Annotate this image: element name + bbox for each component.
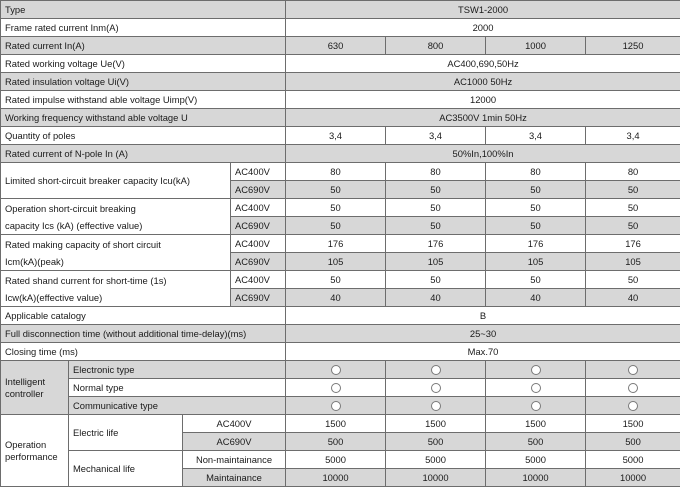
table-row [1, 145, 680, 163]
voltage-label: AC690V [183, 433, 286, 451]
electric-life-cell: 500 [386, 433, 486, 451]
electric-life-cell: 500 [586, 433, 680, 451]
electric-life-cell: 1500 [486, 415, 586, 433]
icm-label [1, 235, 231, 271]
voltage-label: AC400V [183, 415, 286, 433]
controller-cell [286, 379, 386, 397]
circle-icon [531, 401, 541, 411]
mechanical-life-cell: 10000 [386, 469, 486, 487]
icw-cell: 40 [586, 289, 680, 307]
rated-current-cell: 800 [386, 37, 486, 55]
mechanical-life-cell: 10000 [586, 469, 680, 487]
circle-icon [331, 383, 341, 393]
voltage-label: AC690V [231, 181, 286, 199]
icu-cell: 50 [486, 181, 586, 199]
table-row [1, 199, 680, 217]
table-row [1, 343, 680, 361]
closing-value: Max.70 [286, 343, 680, 361]
poles-cell: 3,4 [386, 127, 486, 145]
ics-label-line1: Operation short-circuit breaking [5, 202, 136, 214]
icw-label-line2: Icw(kA)(effective value) [5, 291, 103, 303]
circle-icon [331, 401, 341, 411]
controller-cell [586, 361, 680, 379]
controller-cell [286, 361, 386, 379]
icu-cell: 50 [586, 181, 680, 199]
table-row [1, 73, 680, 91]
rated-current-cell: 1000 [486, 37, 586, 55]
controller-cell [286, 397, 386, 415]
ics-cell: 50 [386, 199, 486, 217]
icm-cell: 105 [586, 253, 680, 271]
frame-current-label: Frame rated current Inm(A) [1, 19, 286, 37]
performance-label-line2: performance [5, 450, 58, 462]
table-row [1, 91, 680, 109]
electric-life-cell: 500 [486, 433, 586, 451]
voltage-label: AC690V [231, 289, 286, 307]
impulse-voltage-value: 12000 [286, 91, 680, 109]
ics-label [1, 199, 231, 235]
controller-cell [486, 379, 586, 397]
ics-cell: 50 [486, 199, 586, 217]
voltage-label: AC400V [231, 163, 286, 181]
disconnection-value: 25~30 [286, 325, 680, 343]
icm-cell: 105 [486, 253, 586, 271]
icu-cell: 80 [386, 163, 486, 181]
impulse-voltage-label: Rated impulse withstand able voltage Uimp(V) [1, 91, 286, 109]
poles-cell: 3,4 [486, 127, 586, 145]
electric-life-label: Electric life [69, 415, 183, 451]
icw-cell: 50 [286, 271, 386, 289]
voltage-label: AC400V [231, 199, 286, 217]
ics-cell: 50 [286, 199, 386, 217]
circle-icon [628, 383, 638, 393]
icu-label: Limited short-circuit breaker capacity Icu(kA) [1, 163, 231, 199]
working-voltage-label: Rated working voltage Ue(V) [1, 55, 286, 73]
ics-cell: 50 [286, 217, 386, 235]
icm-label-line2: Icm(kA)(peak) [5, 255, 64, 267]
type-label: Type [1, 1, 286, 19]
frame-current-value: 2000 [286, 19, 680, 37]
table-row [1, 325, 680, 343]
icw-cell: 50 [586, 271, 680, 289]
icu-cell: 80 [586, 163, 680, 181]
insulation-voltage-value: AC1000 50Hz [286, 73, 680, 91]
npole-current-label: Rated current of N-pole In (A) [1, 145, 286, 163]
icu-cell: 80 [286, 163, 386, 181]
npole-current-value: 50%In,100%In [286, 145, 680, 163]
maintenance-kind-label: Non-maintainance [183, 451, 286, 469]
controller-label-line2: controller [5, 387, 44, 399]
table-row [1, 307, 680, 325]
controller-type-label: Electronic type [69, 361, 286, 379]
disconnection-label: Full disconnection time (without additional time-delay)(ms) [1, 325, 286, 343]
icm-cell: 105 [386, 253, 486, 271]
table-row [1, 37, 680, 55]
maintenance-kind-label: Maintainance [183, 469, 286, 487]
circle-icon [531, 383, 541, 393]
controller-cell [386, 379, 486, 397]
electric-life-cell: 1500 [386, 415, 486, 433]
voltage-label: AC400V [231, 235, 286, 253]
electric-life-cell: 1500 [286, 415, 386, 433]
circle-icon [628, 365, 638, 375]
rated-current-cell: 1250 [586, 37, 680, 55]
icw-label [1, 271, 231, 307]
table-row [1, 271, 680, 289]
table-row [1, 379, 680, 397]
table-row [1, 451, 680, 469]
electric-life-cell: 500 [286, 433, 386, 451]
icm-label-line1: Rated making capacity of short circuit [5, 238, 161, 250]
controller-type-label: Normal type [69, 379, 286, 397]
controller-type-label: Communicative type [69, 397, 286, 415]
electric-life-cell: 1500 [586, 415, 680, 433]
circle-icon [431, 401, 441, 411]
controller-label [1, 361, 69, 415]
icm-cell: 176 [486, 235, 586, 253]
poles-cell: 3,4 [586, 127, 680, 145]
controller-cell [386, 361, 486, 379]
performance-label [1, 415, 69, 487]
icm-cell: 176 [586, 235, 680, 253]
catalogy-value: B [286, 307, 680, 325]
voltage-label: AC690V [231, 217, 286, 235]
poles-label: Quantity of poles [1, 127, 286, 145]
controller-label-line1: Intelligent [5, 375, 46, 387]
performance-label-line1: Operation [5, 438, 47, 450]
type-value: TSW1-2000 [286, 1, 680, 19]
ics-cell: 50 [486, 217, 586, 235]
icm-cell: 105 [286, 253, 386, 271]
icm-cell: 176 [386, 235, 486, 253]
voltage-label: AC690V [231, 253, 286, 271]
table-row [1, 109, 680, 127]
ics-cell: 50 [386, 217, 486, 235]
icw-label-line1: Rated shand current for short-time (1s) [5, 274, 167, 286]
icu-cell: 80 [486, 163, 586, 181]
closing-label: Closing time (ms) [1, 343, 286, 361]
controller-cell [586, 379, 680, 397]
mechanical-life-cell: 10000 [286, 469, 386, 487]
rated-current-label: Rated current In(A) [1, 37, 286, 55]
controller-cell [586, 397, 680, 415]
working-voltage-value: AC400,690,50Hz [286, 55, 680, 73]
mechanical-life-cell: 5000 [486, 451, 586, 469]
icm-cell: 176 [286, 235, 386, 253]
table-row [1, 235, 680, 253]
working-frequency-value: AC3500V 1min 50Hz [286, 109, 680, 127]
controller-cell [386, 397, 486, 415]
table-row [1, 55, 680, 73]
table-row [1, 19, 680, 37]
poles-cell: 3,4 [286, 127, 386, 145]
table-row [1, 361, 680, 379]
working-frequency-label: Working frequency withstand able voltage U [1, 109, 286, 127]
ics-label-line2: capacity Ics (kA) (effective value) [5, 219, 143, 231]
icw-cell: 50 [386, 271, 486, 289]
ics-cell: 50 [586, 199, 680, 217]
icu-cell: 50 [286, 181, 386, 199]
circle-icon [531, 365, 541, 375]
mechanical-life-cell: 5000 [586, 451, 680, 469]
rated-current-cell: 630 [286, 37, 386, 55]
voltage-label: AC400V [231, 271, 286, 289]
mechanical-life-cell: 5000 [286, 451, 386, 469]
table-row [1, 415, 680, 433]
circle-icon [628, 401, 638, 411]
circle-icon [331, 365, 341, 375]
circle-icon [431, 365, 441, 375]
icw-cell: 50 [486, 271, 586, 289]
mechanical-life-cell: 10000 [486, 469, 586, 487]
table-row [1, 163, 680, 181]
insulation-voltage-label: Rated insulation voltage Ui(V) [1, 73, 286, 91]
table-row [1, 1, 680, 19]
icu-cell: 50 [386, 181, 486, 199]
circle-icon [431, 383, 441, 393]
mechanical-life-label: Mechanical life [69, 451, 183, 487]
controller-cell [486, 397, 586, 415]
ics-cell: 50 [586, 217, 680, 235]
mechanical-life-cell: 5000 [386, 451, 486, 469]
icw-cell: 40 [386, 289, 486, 307]
table-row [1, 127, 680, 145]
table-row [1, 397, 680, 415]
controller-cell [486, 361, 586, 379]
catalogy-label: Applicable catalogy [1, 307, 286, 325]
icw-cell: 40 [286, 289, 386, 307]
icw-cell: 40 [486, 289, 586, 307]
